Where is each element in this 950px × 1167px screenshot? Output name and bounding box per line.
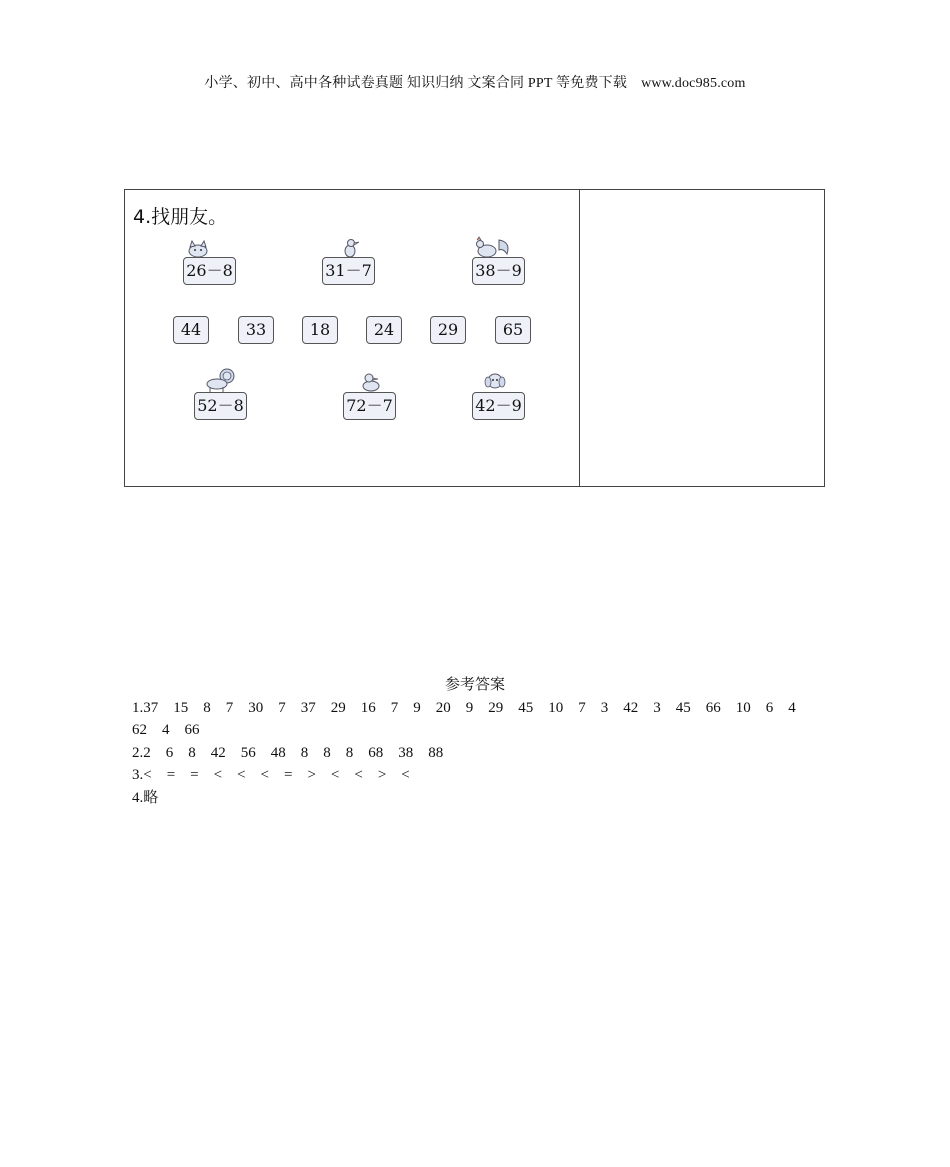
expression-box[interactable]: 72－7 (343, 392, 396, 420)
answer-section (132, 674, 832, 809)
question-table (124, 189, 825, 487)
expression-box[interactable]: 42－9 (472, 392, 525, 420)
lion-icon (205, 367, 237, 393)
number-box[interactable]: 65 (495, 316, 531, 344)
number-box[interactable]: 18 (302, 316, 338, 344)
answer-line: 4.略 (132, 789, 159, 806)
header-text: 小学、初中、高中各种试卷真题 知识归纳 文案合同 PPT 等免费下载 (204, 76, 628, 91)
answer-line: 3.< = = < < < = > < < > < (132, 767, 410, 783)
table-divider (579, 190, 580, 486)
answer-title: 参考答案 (444, 677, 505, 693)
bird-icon (339, 237, 361, 259)
duck-icon (360, 372, 382, 392)
expression-box[interactable]: 31－7 (322, 257, 375, 285)
cat-icon (185, 240, 211, 258)
number-box[interactable]: 33 (238, 316, 274, 344)
header-url[interactable]: www.doc985.com (641, 76, 746, 91)
answer-line: 62 4 66 (132, 722, 200, 738)
number-box[interactable]: 24 (366, 316, 402, 344)
question-title: 4.找朋友。 (133, 206, 228, 228)
expression-box[interactable]: 52－8 (194, 392, 247, 420)
number-box[interactable]: 44 (173, 316, 209, 344)
answer-line: 2.2 6 8 42 56 48 8 8 8 68 38 88 (132, 744, 444, 761)
page-header (0, 72, 950, 92)
dog-icon (483, 372, 507, 392)
answer-line: 1.37 15 8 7 30 7 37 29 16 7 9 20 9 29 45 10 7 3 42 3 45 66 10 6 4 (132, 699, 796, 716)
number-box[interactable]: 29 (430, 316, 466, 344)
expression-box[interactable]: 38－9 (472, 257, 525, 285)
expression-box[interactable]: 26－8 (183, 257, 236, 285)
